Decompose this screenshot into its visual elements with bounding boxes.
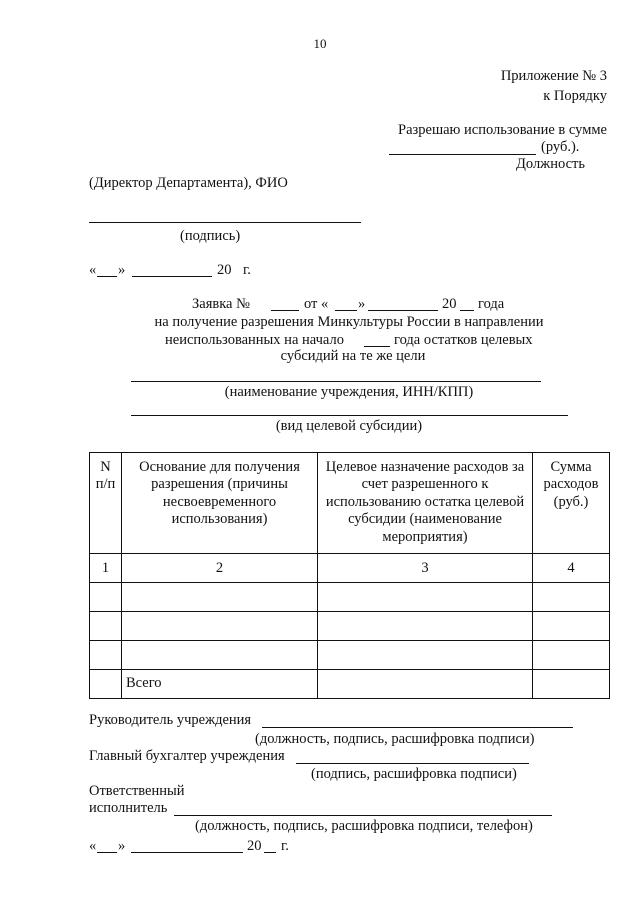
subsidy-line	[131, 415, 568, 416]
responsible-label-2: исполнитель	[89, 800, 168, 816]
request-year-line	[460, 310, 474, 311]
page-number: 10	[313, 36, 327, 51]
position-label: Должность	[516, 156, 585, 172]
signature-line	[89, 222, 361, 223]
title-line-4: субсидий на те же цели	[280, 348, 426, 364]
col-header-number: N п/п	[90, 453, 122, 554]
request-year: 20	[442, 296, 457, 312]
subsidy-caption: (вид целевой субсидии)	[275, 418, 423, 434]
table-cell[interactable]	[533, 583, 610, 612]
col-header-amount: Сумма расходов (руб.)	[533, 453, 610, 554]
bottom-month-line	[131, 852, 243, 853]
request-table	[89, 452, 610, 699]
accountant-signature-line	[296, 763, 529, 764]
appendix-line-2: к Порядку	[543, 88, 607, 104]
col-header-reason: Основание для получения разрешения (причины несвоевременного использования)	[122, 453, 318, 554]
table-cell[interactable]	[533, 641, 610, 670]
responsible-label-1: Ответственный	[89, 783, 185, 799]
request-day-line	[335, 310, 357, 311]
approval-date-close-quote: »	[118, 262, 126, 278]
bottom-day-line	[97, 852, 117, 853]
bottom-date-open-quote: «	[89, 838, 97, 854]
table-cell[interactable]	[122, 612, 318, 641]
table-cell[interactable]	[533, 670, 610, 699]
accountant-caption: (подпись, расшифровка подписи)	[311, 766, 517, 782]
table-total-row	[90, 670, 610, 699]
request-from-label: от «	[304, 296, 329, 312]
signature-caption: (подпись)	[180, 228, 241, 244]
bottom-year: 20	[247, 838, 262, 854]
responsible-signature-line	[174, 815, 552, 816]
table-cell[interactable]	[122, 641, 318, 670]
table-row	[90, 583, 610, 612]
request-year-word: года	[478, 296, 505, 312]
table-cell[interactable]	[90, 612, 122, 641]
col-number-1: 1	[90, 554, 122, 583]
approval-year: 20	[217, 262, 232, 278]
year-start-line	[364, 346, 390, 347]
table-header-row	[90, 453, 610, 554]
col-header-purpose: Целевое назначение расходов за счет разрешенного к использованию остатка целевой субсидии (наименование мероприятия)	[318, 453, 533, 554]
col-number-3: 3	[318, 554, 533, 583]
bottom-date-close-quote: »	[118, 838, 126, 854]
table-column-numbers-row	[90, 554, 610, 583]
table-cell	[90, 670, 122, 699]
institution-line	[131, 381, 541, 382]
head-signature-line	[262, 727, 573, 728]
appendix-line-1: Приложение № 3	[500, 68, 607, 84]
request-close-quote: »	[358, 296, 366, 312]
table-cell[interactable]	[318, 612, 533, 641]
approval-date-open-quote: «	[89, 262, 97, 278]
table-cell[interactable]	[122, 583, 318, 612]
accountant-label: Главный бухгалтер учреждения	[89, 748, 285, 764]
total-label: Всего	[122, 670, 318, 699]
head-caption: (должность, подпись, расшифровка подписи)	[255, 731, 535, 747]
approval-year-suffix: г.	[243, 262, 251, 278]
table-row	[90, 641, 610, 670]
title-line-3-start: неиспользованных на начало	[165, 332, 344, 348]
title-line-3-end: года остатков целевых	[394, 332, 533, 348]
approval-day-line	[97, 276, 117, 277]
table-cell[interactable]	[90, 641, 122, 670]
bottom-year-suffix: г.	[281, 838, 289, 854]
request-month-line	[368, 310, 438, 311]
col-number-4: 4	[533, 554, 610, 583]
approval-text: Разрешаю использование в сумме	[398, 122, 607, 138]
table-cell[interactable]	[318, 670, 533, 699]
rub-label: (руб.).	[541, 139, 580, 155]
title-line-2: на получение разрешения Минкультуры России в направлении	[154, 314, 544, 330]
request-number-line	[271, 310, 299, 311]
amount-line	[389, 154, 536, 155]
approval-month-line	[132, 276, 212, 277]
institution-caption: (наименование учреждения, ИНН/КПП)	[224, 384, 474, 400]
table-cell[interactable]	[318, 641, 533, 670]
table-row	[90, 612, 610, 641]
director-label: (Директор Департамента), ФИО	[89, 175, 288, 191]
head-label: Руководитель учреждения	[89, 712, 252, 728]
responsible-caption: (должность, подпись, расшифровка подписи, телефон)	[195, 818, 533, 834]
table-cell[interactable]	[90, 583, 122, 612]
bottom-year-line	[264, 852, 276, 853]
table-cell[interactable]	[318, 583, 533, 612]
request-number-label: Заявка №	[192, 296, 250, 312]
table-cell[interactable]	[533, 612, 610, 641]
col-number-2: 2	[122, 554, 318, 583]
